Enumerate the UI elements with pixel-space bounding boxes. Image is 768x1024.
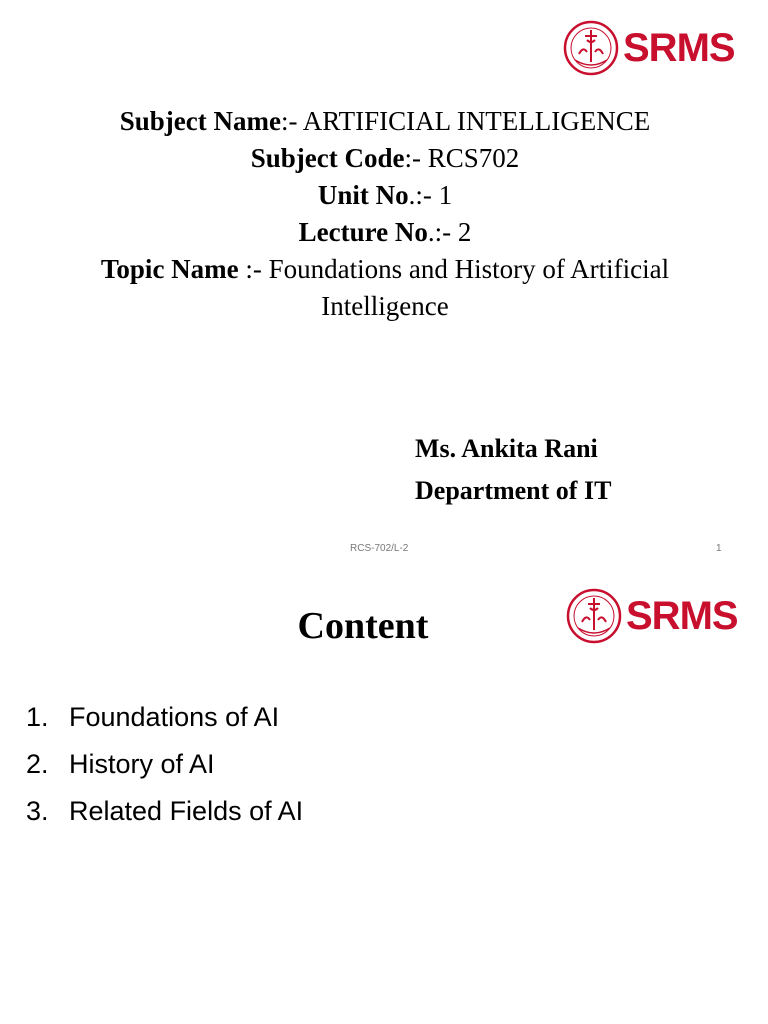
unit-value: .:- 1	[408, 180, 453, 210]
footer-code: RCS-702/L-2	[350, 543, 409, 554]
list-item	[26, 694, 303, 741]
lecture-line	[30, 214, 740, 251]
item-number: 2.	[26, 749, 49, 779]
srms-logo	[563, 20, 735, 76]
topic-value: :- Foundations and History of Artificial	[238, 254, 670, 284]
item-text: History of AI	[69, 749, 215, 779]
list-item	[26, 741, 303, 788]
item-text: Foundations of AI	[69, 702, 280, 732]
unit-line	[30, 177, 740, 214]
subject-code-value: :- RCS702	[404, 143, 520, 173]
subject-name-line	[30, 103, 740, 140]
title-block	[30, 103, 740, 325]
author-department: Department of IT	[415, 476, 612, 505]
list-item	[26, 788, 303, 835]
subject-name-label: Subject Name	[119, 106, 281, 136]
page-number: 1	[716, 543, 722, 554]
logo-text: SRMS	[623, 26, 735, 70]
lecture-value: .:- 2	[427, 217, 472, 247]
srms-emblem-icon	[563, 20, 619, 76]
author-name: Ms. Ankita Rani	[415, 434, 598, 463]
item-number: 1.	[26, 702, 49, 732]
topic-line-2: Intelligence	[321, 291, 449, 321]
subject-name-value: :- ARTIFICIAL INTELLIGENCE	[280, 106, 651, 136]
topic-label: Topic Name	[100, 254, 239, 284]
lecture-label: Lecture No	[298, 217, 428, 247]
content-slide	[0, 576, 768, 1024]
unit-label: Unit No	[317, 180, 409, 210]
item-text: Related Fields of AI	[69, 796, 304, 826]
item-number: 3.	[26, 796, 49, 826]
author-block	[415, 428, 611, 512]
content-title: Content	[297, 605, 429, 647]
logo-text: SRMS	[626, 594, 738, 638]
topic-line	[30, 251, 740, 288]
content-list	[26, 694, 303, 835]
subject-code-label: Subject Code	[250, 143, 405, 173]
subject-code-line	[30, 140, 740, 177]
